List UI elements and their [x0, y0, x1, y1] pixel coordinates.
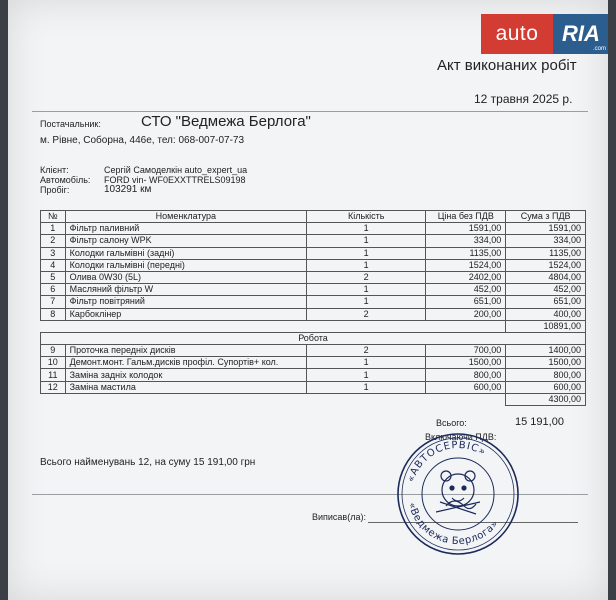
- row-price: 600,00: [426, 381, 506, 393]
- document-title: Акт виконаних робіт: [437, 57, 577, 74]
- row-price: 452,00: [426, 284, 506, 296]
- logo-ria-sub: .com: [592, 46, 606, 52]
- total-value: 15 191,00: [515, 416, 564, 428]
- table-row: [41, 308, 586, 320]
- row-qty: 1: [307, 235, 426, 247]
- row-name: Заміна задніх колодок: [65, 369, 306, 381]
- row-name: Колодки гальмівні (задні): [65, 247, 306, 259]
- table-row: [41, 223, 586, 235]
- row-no: 6: [41, 284, 66, 296]
- row-qty: 1: [307, 223, 426, 235]
- row-no: 11: [41, 369, 66, 381]
- row-qty: 1: [307, 369, 426, 381]
- total-label: Всього:: [436, 418, 467, 428]
- client-label: Клієнт:: [40, 165, 69, 175]
- row-sum: 1524,00: [506, 259, 586, 271]
- row-sum: 1135,00: [506, 247, 586, 259]
- header-divider: [32, 111, 588, 112]
- table-row: [41, 271, 586, 283]
- table-row: [41, 381, 586, 393]
- row-name: Колодки гальмівні (передні): [65, 259, 306, 271]
- row-no: 4: [41, 259, 66, 271]
- table-header-row: [41, 211, 586, 223]
- subtotal-row: [41, 393, 586, 405]
- row-name: Масляний фільтр W: [65, 284, 306, 296]
- car-value: FORD vin- WF0EXXTTRELS09198: [104, 175, 246, 185]
- svg-text:«Ведмежа Берлога»: «Ведмежа Берлога»: [405, 501, 501, 548]
- header-qty: Кількість: [307, 211, 426, 223]
- row-sum: 452,00: [506, 284, 586, 296]
- row-no: 12: [41, 381, 66, 393]
- row-sum: 800,00: [506, 369, 586, 381]
- row-qty: 2: [307, 271, 426, 283]
- row-price: 1135,00: [426, 247, 506, 259]
- row-no: 7: [41, 296, 66, 308]
- table-row: [41, 284, 586, 296]
- supplier-name: СТО "Ведмежа Берлога": [141, 113, 311, 130]
- header-sum: Сума з ПДВ: [506, 211, 586, 223]
- summary-text: Всього найменувань 12, на суму 15 191,00 грн: [40, 457, 256, 468]
- row-qty: 1: [307, 259, 426, 271]
- work-section-title: Робота: [41, 332, 586, 344]
- works-subtotal: 4300,00: [506, 393, 586, 405]
- row-price: 800,00: [426, 369, 506, 381]
- logo-auto-part: auto: [481, 14, 553, 54]
- row-sum: 1591,00: [506, 223, 586, 235]
- row-qty: 2: [307, 308, 426, 320]
- mileage-label: Пробіг:: [40, 185, 70, 195]
- company-stamp: [396, 432, 520, 556]
- row-sum: 400,00: [506, 308, 586, 320]
- vat-label: Включаючи ПДВ:: [425, 432, 497, 442]
- subtotal-row: [41, 320, 586, 332]
- row-qty: 1: [307, 296, 426, 308]
- row-no: 10: [41, 357, 66, 369]
- row-sum: 651,00: [506, 296, 586, 308]
- table-row: [41, 247, 586, 259]
- section-row: [41, 332, 586, 344]
- items-table: [40, 210, 586, 406]
- mileage-value: 103291 км: [104, 184, 152, 195]
- row-sum: 334,00: [506, 235, 586, 247]
- row-qty: 2: [307, 345, 426, 357]
- row-price: 2402,00: [426, 271, 506, 283]
- logo-ria-part: [553, 14, 608, 54]
- row-qty: 1: [307, 247, 426, 259]
- row-name: Фільтр повітряний: [65, 296, 306, 308]
- table-row: [41, 235, 586, 247]
- autoria-logo[interactable]: [481, 14, 608, 54]
- row-name: Фільтр салону WPK: [65, 235, 306, 247]
- signer-label: Виписав(ла):: [312, 512, 366, 522]
- supplier-label: Постачальник:: [40, 119, 101, 129]
- table-row: [41, 345, 586, 357]
- row-sum: 1400,00: [506, 345, 586, 357]
- row-sum: 1500,00: [506, 357, 586, 369]
- row-no: 8: [41, 308, 66, 320]
- goods-subtotal: 10891,00: [506, 320, 586, 332]
- row-price: 200,00: [426, 308, 506, 320]
- car-label: Автомобіль:: [40, 175, 91, 185]
- row-no: 5: [41, 271, 66, 283]
- row-name: Олива 0W30 (5L): [65, 271, 306, 283]
- row-name: Фільтр паливний: [65, 223, 306, 235]
- row-qty: 1: [307, 284, 426, 296]
- row-qty: 1: [307, 357, 426, 369]
- document-date: 12 травня 2025 р.: [474, 92, 573, 106]
- row-no: 1: [41, 223, 66, 235]
- row-no: 3: [41, 247, 66, 259]
- client-value: Сергій Самоделкін auto_expert_ua: [104, 165, 248, 175]
- row-name: Карбоклінер: [65, 308, 306, 320]
- header-no: №: [41, 211, 66, 223]
- row-price: 1500,00: [426, 357, 506, 369]
- row-qty: 1: [307, 381, 426, 393]
- table-row: [41, 369, 586, 381]
- row-price: 334,00: [426, 235, 506, 247]
- row-no: 9: [41, 345, 66, 357]
- document-page: [8, 0, 608, 600]
- supplier-address: м. Рівне, Соборна, 446е, тел: 068-007-07-73: [40, 135, 245, 146]
- row-price: 700,00: [426, 345, 506, 357]
- table-row: [41, 296, 586, 308]
- logo-ria-text: RIA: [562, 21, 600, 46]
- row-sum: 600,00: [506, 381, 586, 393]
- row-sum: 4804,00: [506, 271, 586, 283]
- header-price: Ціна без ПДВ: [426, 211, 506, 223]
- row-price: 651,00: [426, 296, 506, 308]
- row-name: Заміна мастила: [65, 381, 306, 393]
- row-no: 2: [41, 235, 66, 247]
- table-row: [41, 357, 586, 369]
- svg-text:«АВТОСЕРВІС»: «АВТОСЕРВІС»: [405, 439, 488, 484]
- row-name: Демонт.монт. Гальм.дисків профіл. Супортів+ кол.: [65, 357, 306, 369]
- row-name: Проточка передніх дисків: [65, 345, 306, 357]
- header-name: Номенклатура: [65, 211, 306, 223]
- row-price: 1591,00: [426, 223, 506, 235]
- row-price: 1524,00: [426, 259, 506, 271]
- table-row: [41, 259, 586, 271]
